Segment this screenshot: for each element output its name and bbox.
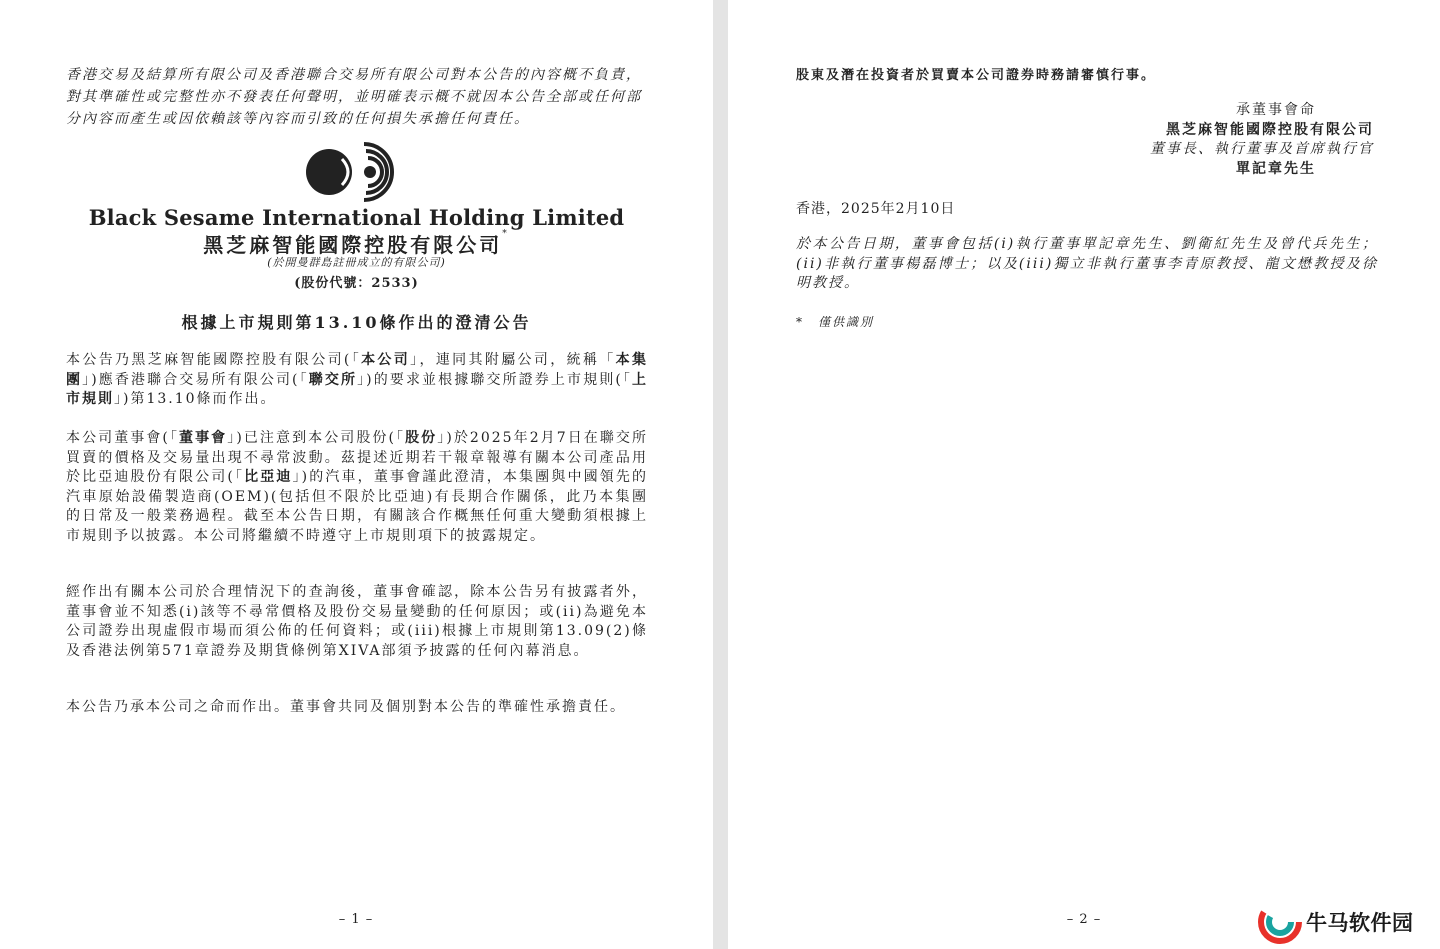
page-gap [713,0,728,949]
caution-statement: 股東及潛在投資者於買賣本公司證券時務請審慎行事。 [796,68,1157,83]
defined-term: 上市規則 [66,371,648,407]
footnote: * 僅供識別 [796,315,875,329]
place-date: 香港，2025年2月10日 [796,201,956,217]
text-run: 」)已注意到本公司股份(「 [227,430,406,446]
defined-term: 本集團 [66,352,649,388]
incorporation-note: (於開曼群島註冊成立的有限公司) [267,256,446,269]
text-run: 」，連同其附屬公司，統稱「 [410,352,616,368]
paragraph-enquiry: 經作出有關本公司於合理情況下的查詢後，董事會確認，除本公告另有披露者外，董事會並不知悉(i)該等不尋常價格及股份交易量變動的任何原因；或(ii)為避免本公司證券出現虛假市場而須公佈的任何資料；或(iii)根據上市規則第13.09(2)條及香港法例第571章證券及期貨條例第XIVA部須予披露的任何內幕消息。 [66,584,648,659]
page-number: – 1 – [338,912,374,927]
defined-term: 股份 [405,430,438,446]
defined-term: 董事會 [179,430,228,446]
company-name-zh-text: 黑芝麻智能國際控股有限公司 [203,233,503,257]
text-run: 本公司董事會(「 [66,430,180,446]
defined-term: 本公司 [361,352,411,368]
signature-company: 黑芝麻智能國際控股有限公司 [1166,121,1374,138]
text-run: 」)的汽車，董事會謹此澄清，本集團與中國領先的汽車原始設備製造商(OEM)(包括但不限於比亞迪)有長期合作關係，此乃本集團的日常及一般業務過程。截至本公告日期，有關該合作概無任何重大變動須根據上市規則予以披露。本公司將繼續不時遵守上市規則項下的披露規定。 [66,469,649,544]
page-1 [0,0,713,949]
company-name-en: Black Sesame International Holding Limited [88,205,625,230]
page-2 [728,0,1440,949]
text-run: 」)應香港聯合交易所有限公司(「 [82,371,309,388]
defined-term: 比亞迪 [244,469,293,485]
stock-code: (股份代號：2533) [294,276,419,291]
company-logo [304,139,408,205]
paragraph-responsibility: 本公告乃承本公司之命而作出。董事會共同及個別對本公告的準確性承擔責任。 [66,699,626,715]
text-run: 」)於2025年2月7日在聯交所買賣的價格及交易量出現不尋常波動。茲提述近期若干報章報導有關本公司產品用於比亞迪股份有限公司(「 [66,430,649,485]
watermark-logo-icon [1258,900,1302,944]
signature-title: 董事長、執行董事及首席執行官 [1150,141,1374,157]
text-run: 本公告乃黑芝麻智能國際控股有限公司(「 [66,352,362,368]
announcement-title: 根據上市規則第13.10條作出的澄清公告 [181,313,532,332]
page-number: – 2 – [1066,912,1102,927]
signature-line: 承董事會命 [1236,102,1316,118]
identification-mark: * [502,229,510,239]
site-watermark [1258,900,1438,944]
defined-term: 聯交所 [308,371,358,388]
paragraph-intro [66,351,648,410]
disclaimer-text: 香港交易及結算所有限公司及香港聯合交易所有限公司對本公告的內容概不負責，對其準確性或完整性亦不發表任何聲明，並明確表示概不就因本公告全部或任何部分內容而產生或因依賴該等內容而引致的任何損失承擔任何責任。 [66,67,642,127]
board-composition: 於本公告日期，董事會包括(i)執行董事單記章先生、劉衛紅先生及曾代兵先生；(ii)非執行董事楊磊博士；以及(iii)獨立非執行董事李青原教授、龍文懋教授及徐明教授。 [796,236,1378,291]
paragraph-clarification [66,429,648,546]
signature-block [1068,101,1374,179]
text-run: 」)第13.10條而作出。 [114,391,277,407]
text-run: 」)的要求並根據聯交所證券上市規則(「 [357,371,632,388]
signature-name: 單記章先生 [1236,160,1316,177]
watermark-text: 牛马软件园 [1306,911,1414,935]
